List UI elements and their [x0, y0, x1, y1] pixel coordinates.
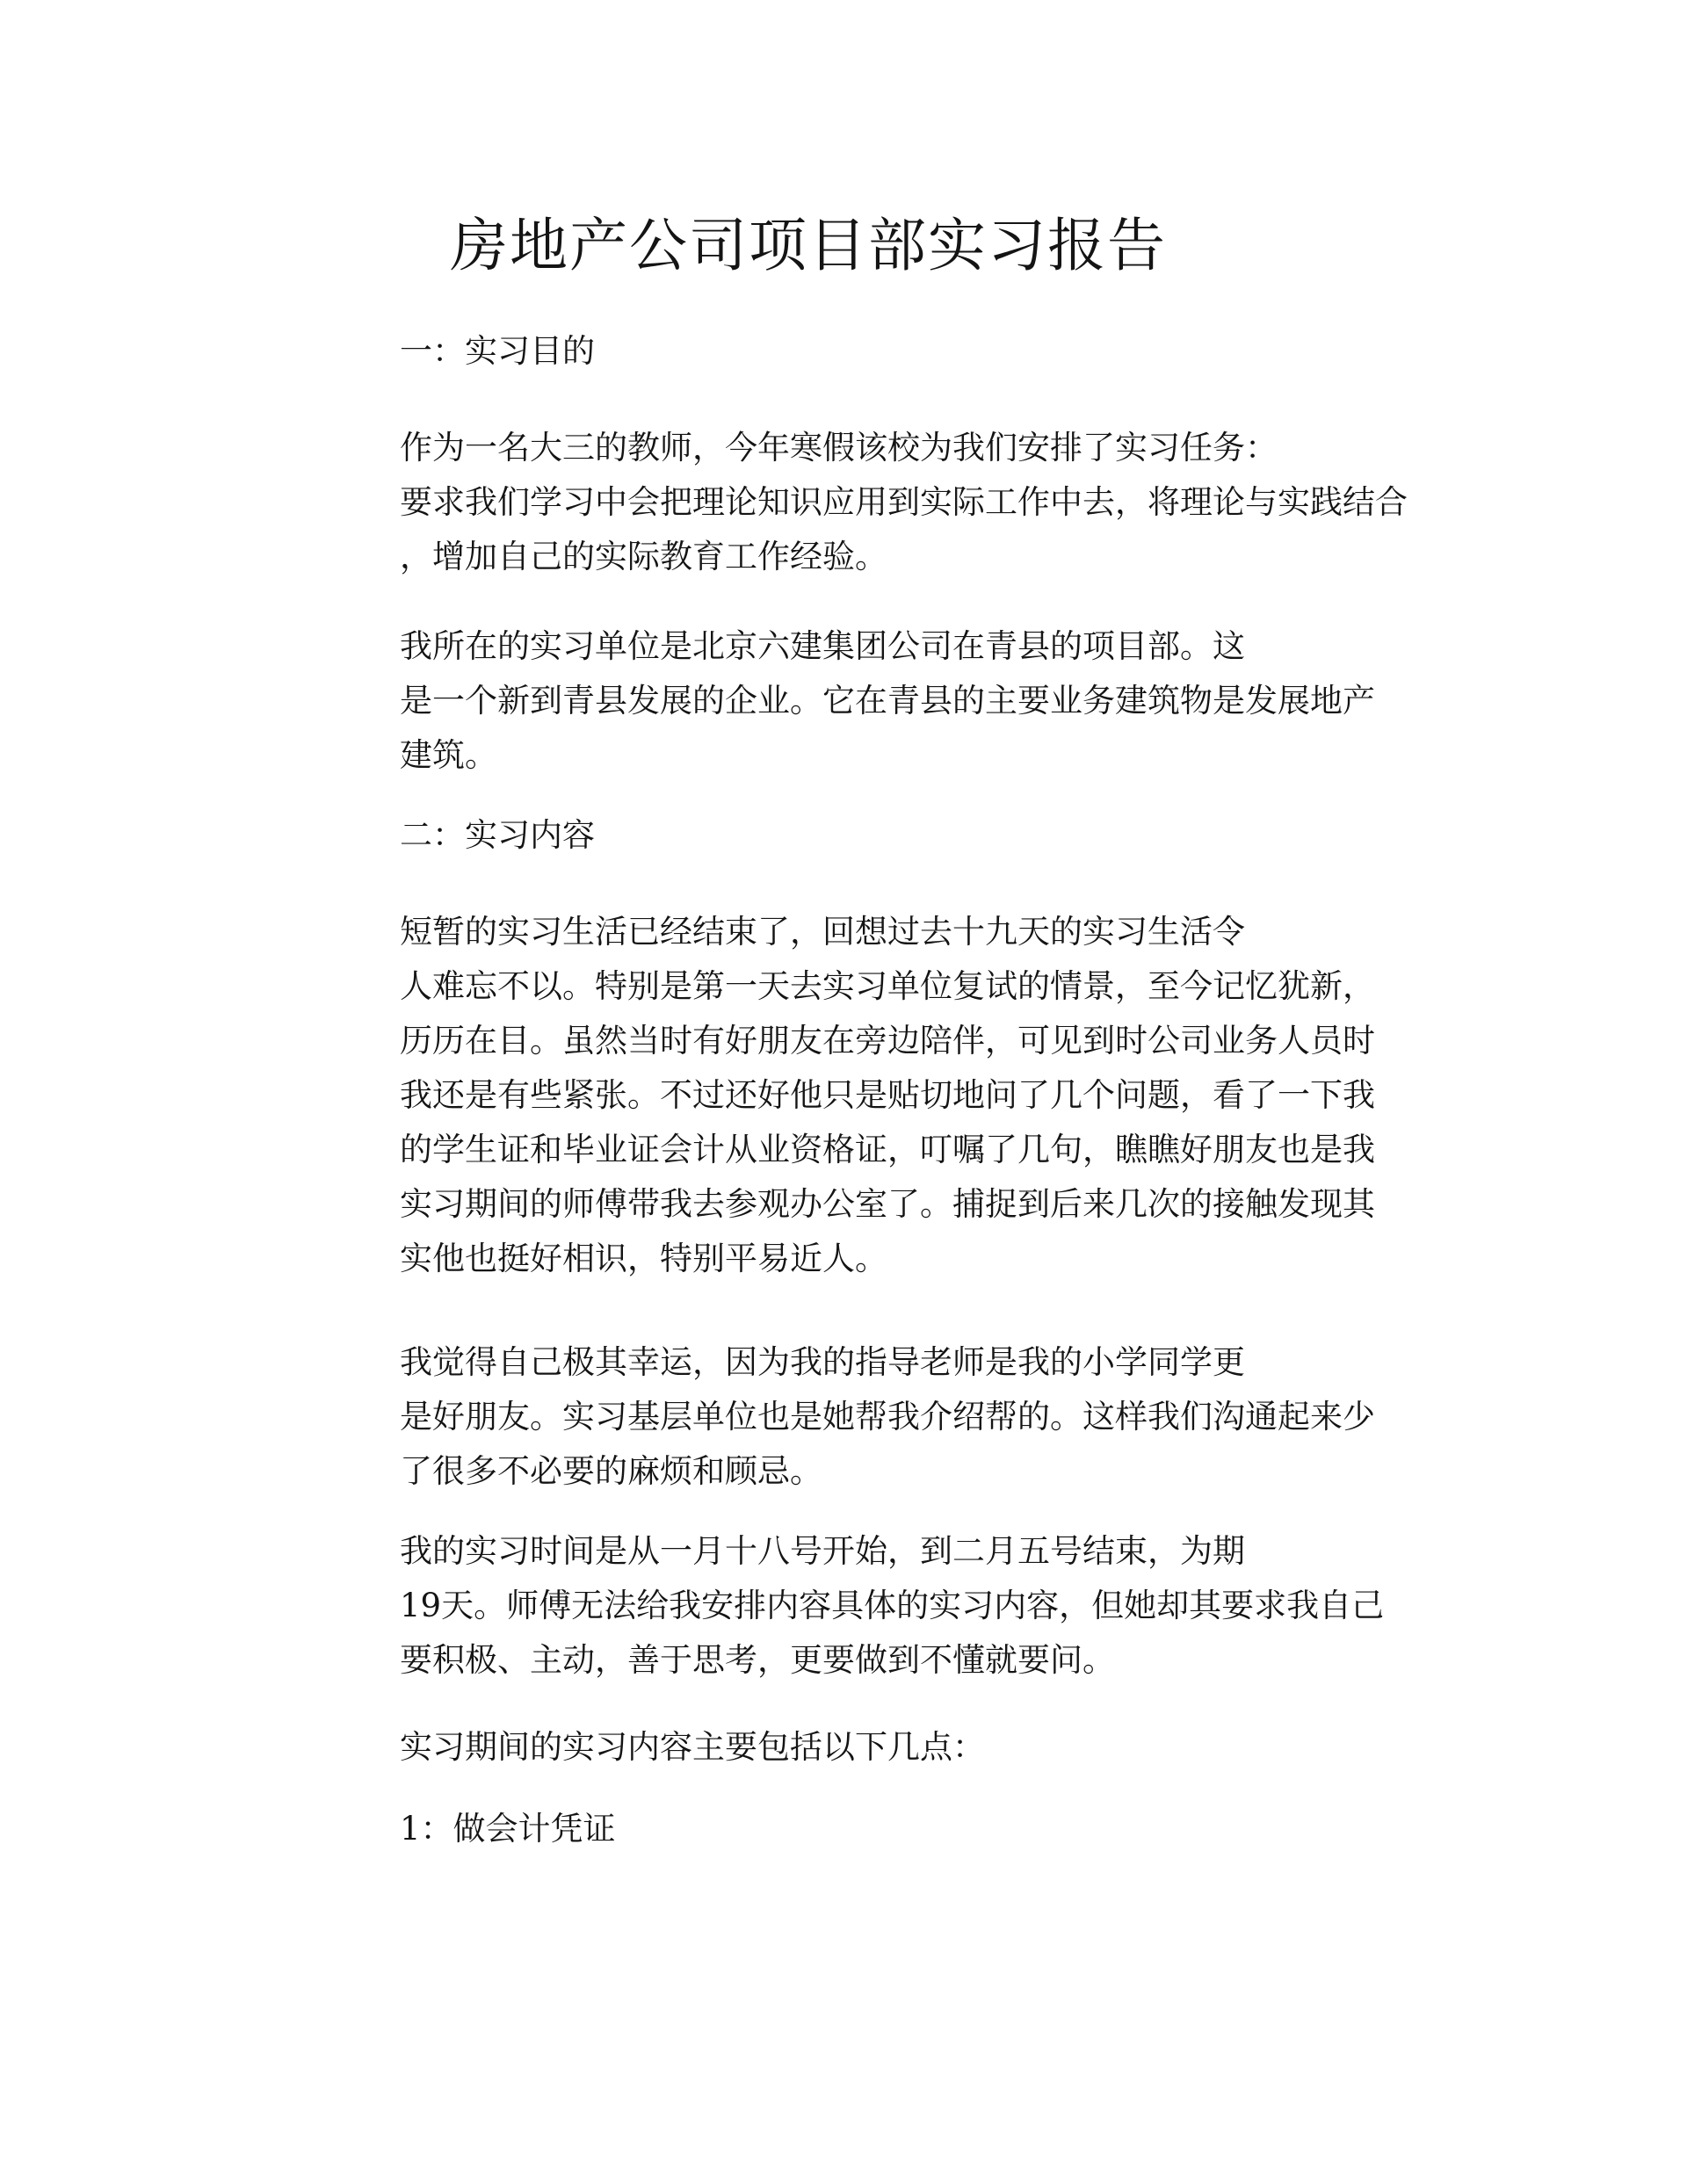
list-item-1: 1：做会计凭证	[400, 1810, 616, 1848]
text-line: 了很多不必要的麻烦和顾忌。	[400, 1452, 822, 1490]
text-line: 我的实习时间是从一月十八号开始，到二月五号结束，为期	[400, 1532, 1245, 1570]
section-heading-purpose: 一：实习目的	[400, 332, 595, 370]
paragraph-first-day	[248, 905, 1375, 1286]
text-line: 人难忘不以。特别是第一天去实习单位复试的情景，至今记忆犹新，	[400, 967, 1375, 1005]
list-intro: 实习期间的实习内容主要包括以下几点：	[400, 1728, 985, 1766]
text-line: 短暂的实习生活已经结束了，回想过去十九天的实习生活令	[400, 913, 1245, 951]
text-line: 我所在的实习单位是北京六建集团公司在青县的项目部。这	[400, 627, 1245, 665]
document-title: 房地产公司项目部实习报告	[450, 212, 1167, 279]
paragraph-schedule	[248, 1524, 1385, 1688]
text-line: 实他也挺好相识，特别平易近人。	[400, 1240, 887, 1277]
text-line: 19天。师傅无法给我安排内容具体的实习内容，但她却其要求我自己	[400, 1587, 1385, 1624]
text-line: 是好朋友。实习基层单位也是她帮我介绍帮的。这样我们沟通起来少	[400, 1398, 1375, 1436]
text-line: 作为一名大三的教师，今年寒假该校为我们安排了实习任务：	[400, 429, 1278, 466]
text-line: ，增加自己的实际教育工作经验。	[400, 538, 887, 575]
text-line: 我觉得自己极其幸运，因为我的指导老师是我的小学同学更	[400, 1343, 1245, 1381]
paragraph-purpose-intro	[248, 421, 1408, 584]
section-heading-content: 二：实习内容	[400, 816, 595, 854]
paragraph-internship-unit	[248, 619, 1375, 783]
text-line: 历历在目。虽然当时有好朋友在旁边陪伴，可见到时公司业务人员时	[400, 1022, 1375, 1059]
text-line: 是一个新到青县发展的企业。它在青县的主要业务建筑物是发展地产	[400, 682, 1375, 720]
text-line: 的学生证和毕业证会计从业资格证，叮嘱了几句，瞧瞧好朋友也是我	[400, 1131, 1375, 1168]
text-line: 建筑。	[400, 736, 497, 774]
text-line: 要求我们学习中会把理论知识应用到实际工作中去，将理论与实践结合	[400, 483, 1408, 521]
paragraph-mentor	[248, 1335, 1375, 1499]
text-line: 要积极、主动，善于思考，更要做到不懂就要问。	[400, 1641, 1115, 1679]
text-line: 实习期间的师傅带我去参观办公室了。捕捉到后来几次的接触发现其	[400, 1185, 1375, 1223]
text-line: 我还是有些紧张。不过还好他只是贴切地问了几个问题，看了一下我	[400, 1076, 1375, 1114]
